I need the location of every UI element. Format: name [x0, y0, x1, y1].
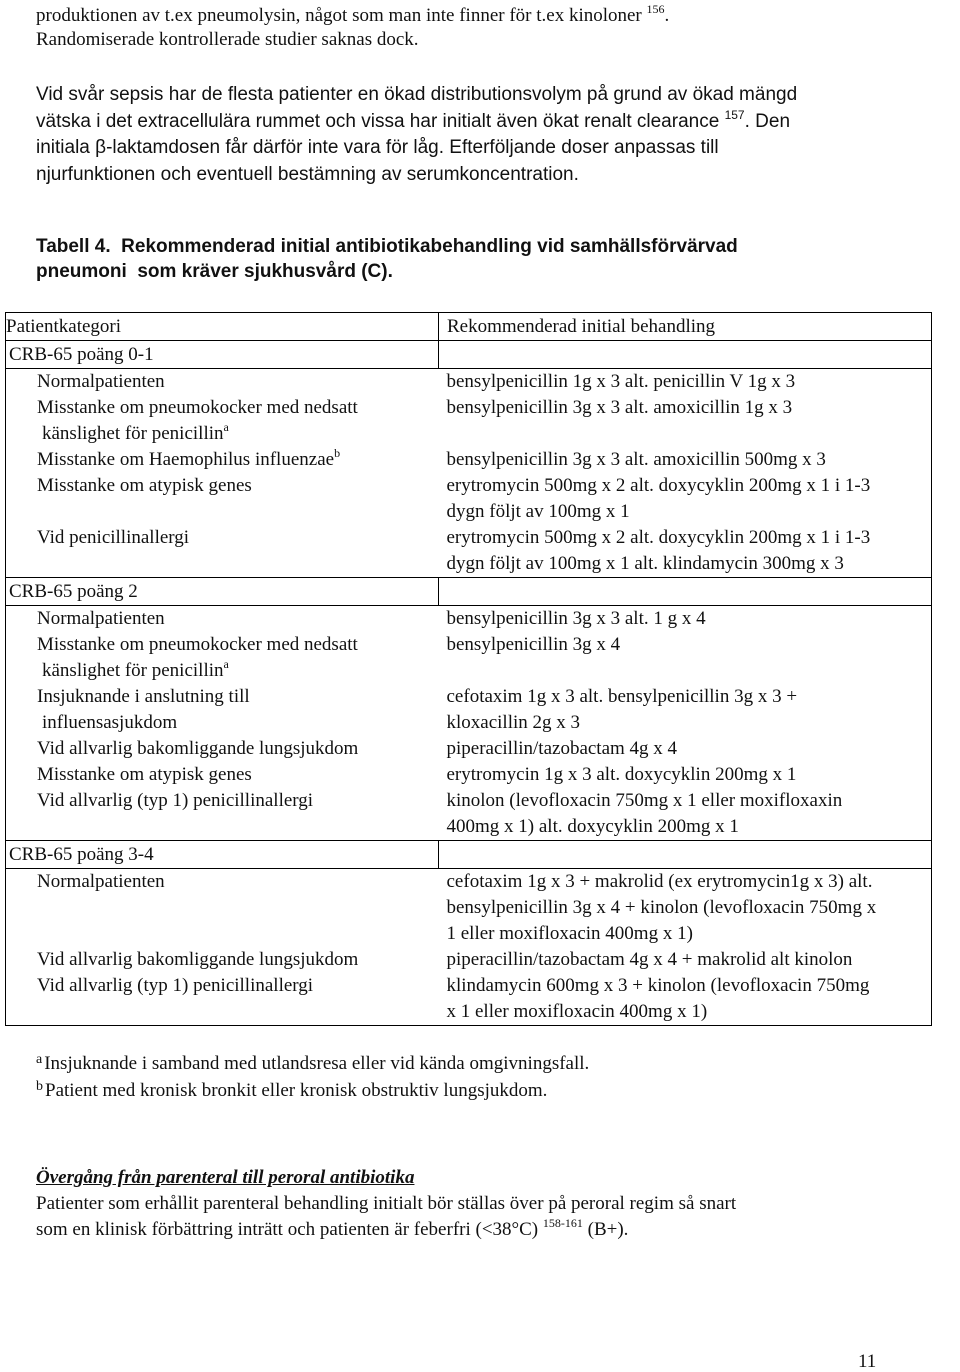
category-text: Normalpatienten [37, 871, 165, 892]
treatment-line: kloxacillin 2g x 3 [446, 712, 581, 733]
category-text: Misstanke om pneumokocker med nedsatt [37, 397, 358, 418]
treatment-line [439, 421, 932, 447]
category-text: Insjuknande i anslutning till [37, 686, 250, 707]
category-column [6, 606, 439, 841]
section-body-row [6, 606, 932, 841]
treatment-column [439, 606, 932, 841]
table-row-category [6, 684, 439, 736]
category-line [6, 658, 439, 684]
treatment-line: piperacillin/tazobactam 4g x 4 [446, 738, 678, 759]
category-column [6, 369, 439, 578]
treatment-line: 1 eller moxifloxacin 400mg x 1) [446, 923, 693, 944]
category-line [6, 632, 439, 658]
category-line [6, 447, 439, 473]
table-row-treatment [439, 369, 932, 395]
treatment-line: erytromycin 500mg x 2 alt. doxycyklin 200mg x 1 i 1-3 [446, 475, 871, 496]
table-row-treatment [439, 473, 932, 525]
category-line [6, 736, 439, 762]
treatment-line: erytromycin 500mg x 2 alt. doxycyklin 200mg x 1 i 1-3 [446, 527, 871, 548]
table-row-category [6, 869, 439, 947]
category-line [6, 551, 439, 577]
page-number: 11 [858, 1351, 877, 1372]
reference-156: 156 [646, 2, 665, 16]
table-row-treatment [439, 736, 932, 762]
footnote-marker: a [223, 420, 229, 434]
intro-paragraph [36, 4, 669, 52]
header-recommended-treatment: Rekommenderad initial behandling [439, 313, 932, 341]
table-row-category [6, 632, 439, 684]
treatment-line: cefotaxim 1g x 3 + makrolid (ex erytromycin1g x 3) alt. [446, 871, 873, 892]
table-row-category [6, 369, 439, 395]
sepsis-line-1: Vid svår sepsis har de flesta patienter en ökad distributionsvolym på grund av ökad mängd [36, 84, 798, 105]
section-title-empty-cell [439, 578, 932, 606]
treatment-line: dygn följt av 100mg x 1 [446, 501, 630, 522]
section-title-row [6, 578, 932, 606]
table-title: Tabell 4. Rekommenderad initial antibiotikabehandling vid samhällsförvärvad pneumoni som kräver sjukhusvård (C). [36, 236, 738, 282]
category-text: Normalpatienten [37, 371, 165, 392]
section-title-empty-cell [439, 341, 932, 369]
category-text: Misstanke om atypisk genes [37, 475, 252, 496]
section-line-1: Patienter som erhållit parenteral behandling initialt bör ställas över på peroral regim så snart [36, 1193, 737, 1214]
section-body-row [6, 869, 932, 1026]
sepsis-line-4: njurfunktionen och eventuell bestämning av serumkoncentration. [36, 163, 579, 185]
category-line [6, 762, 439, 788]
treatment-column [439, 869, 932, 1026]
category-line [6, 973, 439, 999]
treatment-line: dygn följt av 100mg x 1 alt. klindamycin 300mg x 3 [446, 553, 844, 574]
table-row-treatment [439, 947, 932, 973]
section-heading: Övergång från parenteral till peroral antibiotika [36, 1167, 415, 1188]
treatment-line: erytromycin 1g x 3 alt. doxycyklin 200mg x 1 [446, 764, 797, 785]
category-line [6, 895, 439, 921]
table-row-category [6, 525, 439, 577]
table-row-treatment [439, 447, 932, 473]
treatment-line: kinolon (levofloxacin 750mg x 1 eller moxifloxaxin [446, 790, 843, 811]
category-line [6, 869, 439, 895]
category-text: Vid penicillinallergi [37, 527, 190, 548]
reference-157: 157 [724, 107, 745, 122]
table-row-treatment [439, 684, 932, 736]
treatment-line: piperacillin/tazobactam 4g x 4 + makrolid alt kinolon [446, 949, 853, 970]
category-line [6, 499, 439, 525]
table-row-category [6, 762, 439, 788]
treatment-line: 400mg x 1) alt. doxycyklin 200mg x 1 [446, 816, 739, 837]
section-paragraph [36, 1191, 736, 1243]
treatment-line: bensylpenicillin 3g x 3 alt. amoxicillin 500mg x 3 [446, 449, 826, 470]
category-text: Misstanke om Haemophilus influenzae [37, 449, 335, 470]
table-row-treatment [439, 869, 932, 947]
section-title: CRB-65 poäng 3-4 [6, 841, 439, 869]
category-line [6, 473, 439, 499]
table-row-category [6, 606, 439, 632]
category-line [6, 421, 439, 447]
table-row-treatment [439, 762, 932, 788]
category-line [6, 999, 439, 1025]
category-line [6, 395, 439, 421]
treatment-table [5, 312, 932, 1026]
category-text: Vid allvarlig bakomliggande lungsjukdom [37, 738, 359, 759]
category-text: Vid allvarlig bakomliggande lungsjukdom [37, 949, 359, 970]
category-text: känslighet för penicillin [42, 423, 224, 444]
treatment-column [439, 369, 932, 578]
category-line [6, 684, 439, 710]
section-title: CRB-65 poäng 0-1 [6, 341, 439, 369]
footnote-marker: b [334, 446, 341, 460]
table-row-treatment [439, 606, 932, 632]
sepsis-paragraph [36, 82, 797, 188]
treatment-line: bensylpenicillin 3g x 3 alt. 1 g x 4 [446, 608, 706, 629]
category-text: Vid allvarlig (typ 1) penicillinallergi [37, 790, 314, 811]
section-title-row [6, 341, 932, 369]
table-row-category [6, 947, 439, 973]
table-header-row [6, 313, 932, 341]
intro-line-2: Randomiserade kontrollerade studier saknas dock. [36, 29, 419, 50]
table-row-category [6, 788, 439, 840]
category-line [6, 710, 439, 736]
treatment-table-body [6, 313, 932, 1026]
header-patient-category: Patientkategori [6, 313, 439, 341]
category-text: Misstanke om atypisk genes [37, 764, 252, 785]
category-line [6, 947, 439, 973]
treatment-line: bensylpenicillin 3g x 4 [446, 634, 621, 655]
category-line [6, 921, 439, 947]
footnotes [36, 1050, 589, 1104]
category-text: influensasjukdom [42, 712, 178, 733]
table-row-treatment [439, 525, 932, 577]
table-row-category [6, 473, 439, 525]
section-title: CRB-65 poäng 2 [6, 578, 439, 606]
category-text: Normalpatienten [37, 608, 165, 629]
category-text: känslighet för penicillin [42, 660, 224, 681]
intro-line-1: produktionen av t.ex pneumolysin, något som man inte finner för t.ex kinoloner $^{156}$. [36, 2, 670, 26]
treatment-line: cefotaxim 1g x 3 alt. bensylpenicillin 3g x 3 + [446, 686, 798, 707]
treatment-line: x 1 eller moxifloxacin 400mg x 1) [446, 1001, 708, 1022]
category-line [6, 814, 439, 840]
section-body-row [6, 369, 932, 578]
category-text: Misstanke om pneumokocker med nedsatt [37, 634, 358, 655]
treatment-line: klindamycin 600mg x 3 + kinolon (levofloxacin 750mg [446, 975, 870, 996]
section-line-2: som en klinisk förbättring inträtt och patienten är feberfri (<38°C) $^{158-161}$ (B+). [36, 1216, 629, 1240]
table-row-treatment [439, 395, 932, 447]
category-column [6, 869, 439, 1026]
section-title-row [6, 841, 932, 869]
category-line [6, 788, 439, 814]
table-row-category [6, 395, 439, 447]
table-row-category [6, 973, 439, 1025]
footnote-a: $^a$ Insjuknande i samband med utlandsresa eller vid kända omgivningsfall. [36, 1052, 590, 1074]
treatment-line: bensylpenicillin 1g x 3 alt. penicillin V 1g x 3 [446, 371, 796, 392]
footnote-b: $^b$ Patient med kronisk bronkit eller kronisk obstruktiv lungsjukdom. [36, 1079, 548, 1101]
footnote-marker: a [223, 657, 229, 671]
table-row-treatment [439, 973, 932, 1025]
sepsis-line-2: vätska i det extracellulära rummet och vissa har initialt även ökat renalt clearance $^{157}$. Den [36, 107, 791, 132]
category-text: Vid allvarlig (typ 1) penicillinallergi [37, 975, 314, 996]
table-row-category [6, 447, 439, 473]
category-line [6, 369, 439, 395]
treatment-line [439, 658, 932, 684]
table-row-treatment [439, 788, 932, 840]
category-line [6, 525, 439, 551]
treatment-line: bensylpenicillin 3g x 3 alt. amoxicillin 1g x 3 [446, 397, 793, 418]
section-title-empty-cell [439, 841, 932, 869]
table-row-category [6, 736, 439, 762]
category-line [6, 606, 439, 632]
reference-158-161: 158-161 [542, 1216, 583, 1230]
treatment-line: bensylpenicillin 3g x 4 + kinolon (levofloxacin 750mg x [446, 897, 877, 918]
table-row-treatment [439, 632, 932, 684]
sepsis-line-3: initiala β-laktamdosen får därför inte vara för låg. Efterföljande doser anpassas till [36, 137, 719, 158]
